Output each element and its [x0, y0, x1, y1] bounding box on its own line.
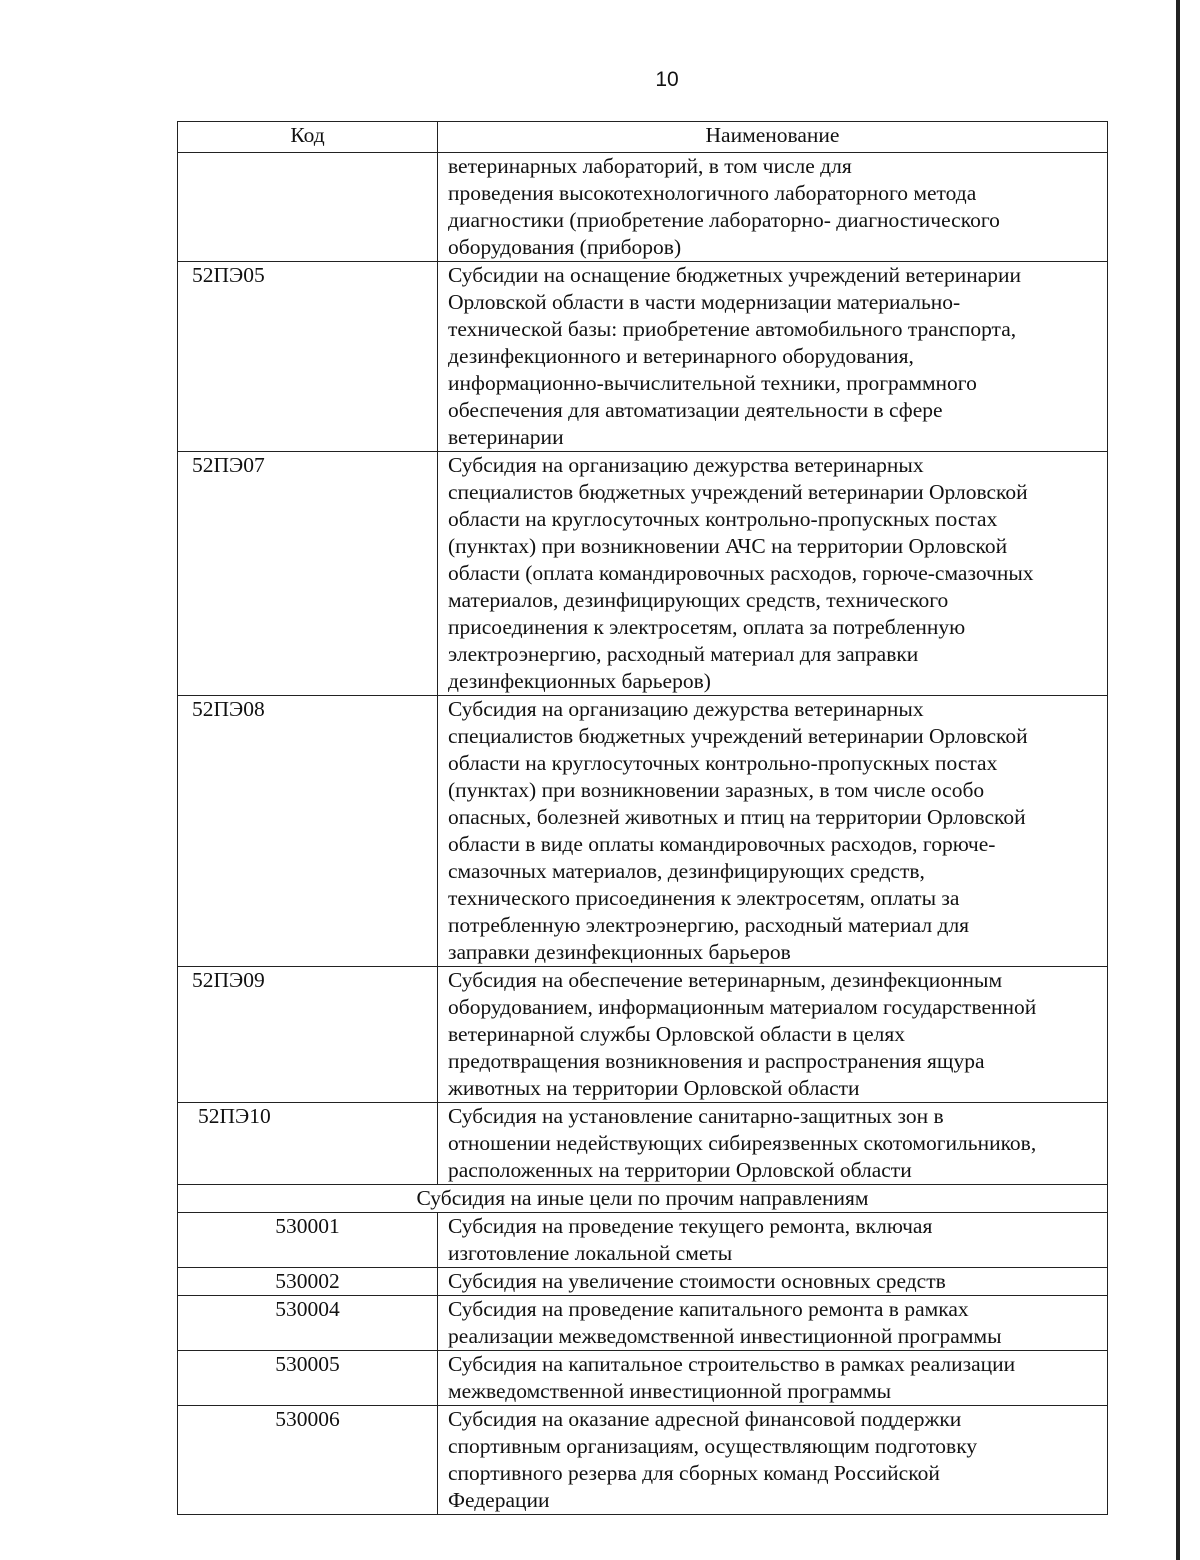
- name-line: Субсидия на оказание адресной финансовой поддержки: [448, 1407, 962, 1431]
- name-cell: [438, 1103, 1108, 1185]
- name-line: проведения высокотехнологичного лабораторного метода: [448, 181, 977, 205]
- codes-table: [177, 121, 1108, 1515]
- name-cell: [438, 153, 1108, 262]
- name-line: специалистов бюджетных учреждений ветеринарии Орловской: [448, 480, 1028, 504]
- table-row: [178, 696, 1108, 967]
- table-header-row: [178, 122, 1108, 153]
- scan-edge-line: [1176, 0, 1180, 1560]
- name-line: Субсидия на организацию дежурства ветеринарных: [448, 453, 924, 477]
- name-line: специалистов бюджетных учреждений ветеринарии Орловской: [448, 724, 1028, 748]
- name-line: отношении недействующих сибиреязвенных скотомогильников,: [448, 1131, 1037, 1155]
- name-line: дезинфекционных барьеров): [448, 669, 711, 693]
- header-code: Код: [178, 122, 438, 153]
- section-title: Субсидия на иные цели по прочим направлениям: [178, 1185, 1108, 1213]
- name-line: Орловской области в части модернизации материально-: [448, 290, 961, 314]
- name-cell: [438, 1296, 1108, 1351]
- name-line: спортивного резерва для сборных команд Российской: [448, 1461, 940, 1485]
- table-row: [178, 1103, 1108, 1185]
- code-cell: 52ПЭ07: [178, 452, 438, 696]
- table-row: [178, 1406, 1108, 1515]
- name-line: технического присоединения к электросетям, оплаты за: [448, 886, 960, 910]
- name-line: потребленную электроэнергию, расходный материал для: [448, 913, 970, 937]
- name-line: Субсидия на капитальное строительство в рамках реализации: [448, 1352, 1016, 1376]
- name-line: технической базы: приобретение автомобильного транспорта,: [448, 317, 1017, 341]
- name-cell: [438, 1351, 1108, 1406]
- name-cell: [438, 1406, 1108, 1515]
- name-cell: [438, 1213, 1108, 1268]
- name-line: области на круглосуточных контрольно-пропускных постах: [448, 507, 998, 531]
- name-line: дезинфекционного и ветеринарного оборудования,: [448, 344, 914, 368]
- table-row: [178, 262, 1108, 452]
- header-name: Наименование: [438, 122, 1108, 153]
- code-cell: 52ПЭ09: [178, 967, 438, 1103]
- table-row: [178, 452, 1108, 696]
- name-line: диагностики (приобретение лабораторно- диагностического: [448, 208, 1000, 232]
- name-line: (пунктах) при возникновении заразных, в том числе особо: [448, 778, 985, 802]
- name-line: Субсидия на обеспечение ветеринарным, дезинфекционным: [448, 968, 1003, 992]
- table-row: [178, 1213, 1108, 1268]
- code-cell: 52ПЭ10: [178, 1103, 438, 1185]
- code-cell: 530002: [178, 1268, 438, 1296]
- name-line: (пунктах) при возникновении АЧС на территории Орловской: [448, 534, 1008, 558]
- name-line: оборудования (приборов): [448, 235, 682, 259]
- code-cell: 530006: [178, 1406, 438, 1515]
- code-cell: 52ПЭ05: [178, 262, 438, 452]
- name-cell: [438, 967, 1108, 1103]
- name-line: Субсидия на проведение капитального ремонта в рамках: [448, 1297, 969, 1321]
- name-line: реализации межведомственной инвестиционной программы: [448, 1324, 1002, 1348]
- name-line: межведомственной инвестиционной программы: [448, 1379, 892, 1403]
- name-line: предотвращения возникновения и распространения ящура: [448, 1049, 985, 1073]
- name-cell: [438, 452, 1108, 696]
- table-row: [178, 1296, 1108, 1351]
- name-line: расположенных на территории Орловской области: [448, 1158, 912, 1182]
- code-cell: [178, 153, 438, 262]
- name-line: спортивным организациям, осуществляющим подготовку: [448, 1434, 978, 1458]
- name-line: материалов, дезинфицирующих средств, технического: [448, 588, 949, 612]
- code-cell: 530005: [178, 1351, 438, 1406]
- name-cell: [438, 1268, 1108, 1296]
- name-line: Федерации: [448, 1488, 550, 1512]
- table-row: [178, 153, 1108, 262]
- name-line: Субсидия на увеличение стоимости основных средств: [448, 1269, 946, 1293]
- table-row: [178, 1268, 1108, 1296]
- name-line: присоединения к электросетям, оплата за потребленную: [448, 615, 966, 639]
- name-line: смазочных материалов, дезинфицирующих средств,: [448, 859, 925, 883]
- name-line: области в виде оплаты командировочных расходов, горюче-: [448, 832, 996, 856]
- name-line: области (оплата командировочных расходов, горюче-смазочных: [448, 561, 1034, 585]
- name-line: области на круглосуточных контрольно-пропускных постах: [448, 751, 998, 775]
- code-cell: 530001: [178, 1213, 438, 1268]
- name-line: Субсидия на установление санитарно-защитных зон в: [448, 1104, 944, 1128]
- name-line: Субсидия на проведение текущего ремонта, включая: [448, 1214, 933, 1238]
- name-cell: [438, 696, 1108, 967]
- name-cell: [438, 262, 1108, 452]
- name-line: Субсидия на организацию дежурства ветеринарных: [448, 697, 924, 721]
- name-line: ветеринарной службы Орловской области в целях: [448, 1022, 905, 1046]
- code-cell: 52ПЭ08: [178, 696, 438, 967]
- code-cell: 530004: [178, 1296, 438, 1351]
- section-row: [178, 1185, 1108, 1213]
- name-line: животных на территории Орловской области: [448, 1076, 860, 1100]
- table-body: [178, 153, 1108, 1515]
- page-number: 10: [655, 68, 679, 91]
- name-line: оборудованием, информационным материалом государственной: [448, 995, 1037, 1019]
- table-row: [178, 1351, 1108, 1406]
- name-line: изготовление локальной сметы: [448, 1241, 733, 1265]
- name-line: электроэнергию, расходный материал для заправки: [448, 642, 919, 666]
- name-line: обеспечения для автоматизации деятельности в сфере: [448, 398, 943, 422]
- name-line: заправки дезинфекционных барьеров: [448, 940, 791, 964]
- name-line: ветеринарии: [448, 425, 564, 449]
- name-line: информационно-вычислительной техники, программного: [448, 371, 977, 395]
- name-line: опасных, болезней животных и птиц на территории Орловской: [448, 805, 1026, 829]
- name-line: Субсидии на оснащение бюджетных учреждений ветеринарии: [448, 263, 1022, 287]
- name-line: ветеринарных лабораторий, в том числе для: [448, 154, 852, 178]
- table-row: [178, 967, 1108, 1103]
